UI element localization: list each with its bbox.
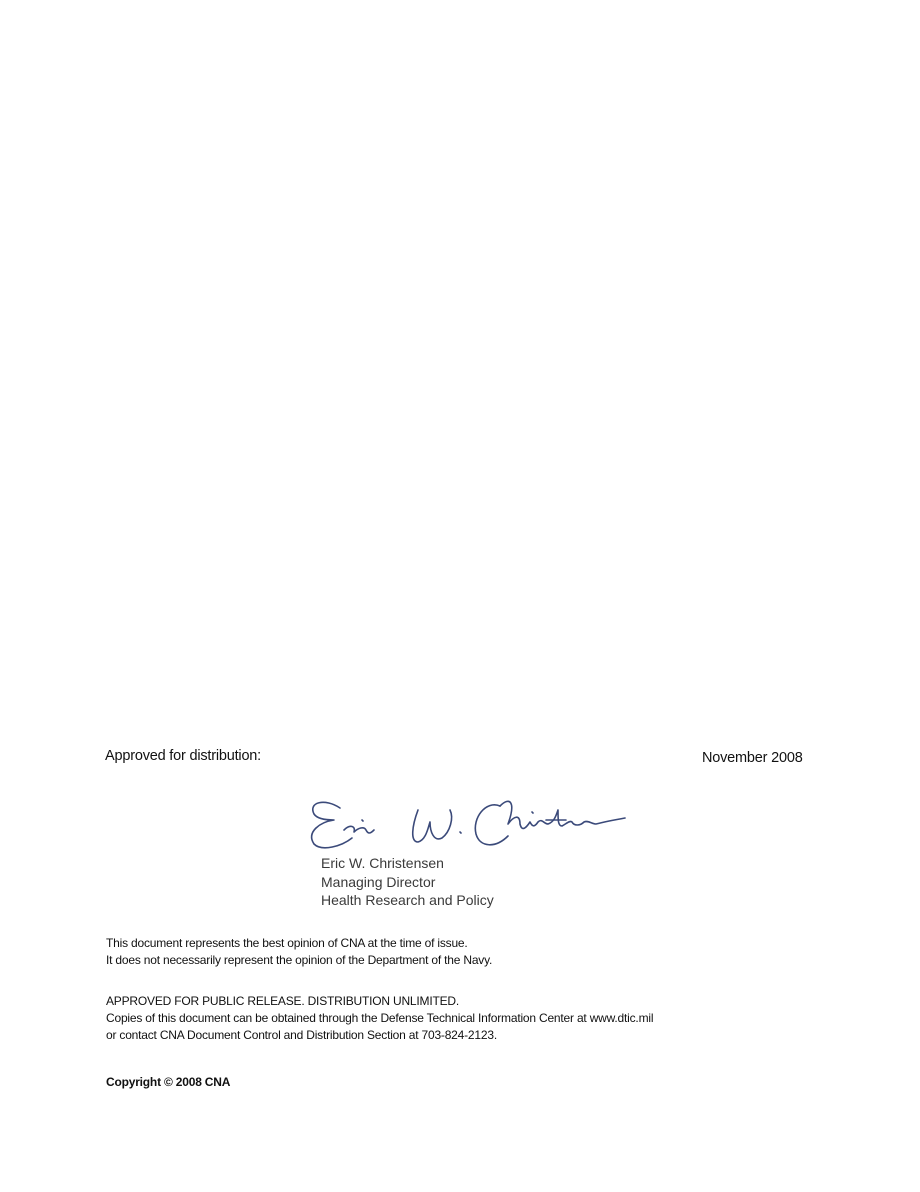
release-notice-line-2: Copies of this document can be obtained through the Defense Technical Information Center at www.dtic.mil (106, 1011, 654, 1025)
handwritten-signature (300, 790, 640, 860)
signatory-name: Eric W. Christensen (321, 855, 444, 871)
opinion-statement-line-2: It does not necessarily represent the opinion of the Department of the Navy. (106, 953, 493, 967)
signatory-department: Health Research and Policy (321, 892, 494, 908)
release-notice-line-3: or contact CNA Document Control and Distribution Section at 703-824-2123. (106, 1028, 497, 1042)
approval-date: November 2008 (702, 750, 803, 766)
signatory-title: Managing Director (321, 874, 436, 890)
release-notice-line-1: APPROVED FOR PUBLIC RELEASE. DISTRIBUTION UNLIMITED. (106, 994, 459, 1008)
copyright-notice: Copyright © 2008 CNA (106, 1075, 231, 1089)
opinion-statement-line-1: This document represents the best opinion of CNA at the time of issue. (106, 936, 468, 950)
approval-label: Approved for distribution: (105, 748, 261, 764)
